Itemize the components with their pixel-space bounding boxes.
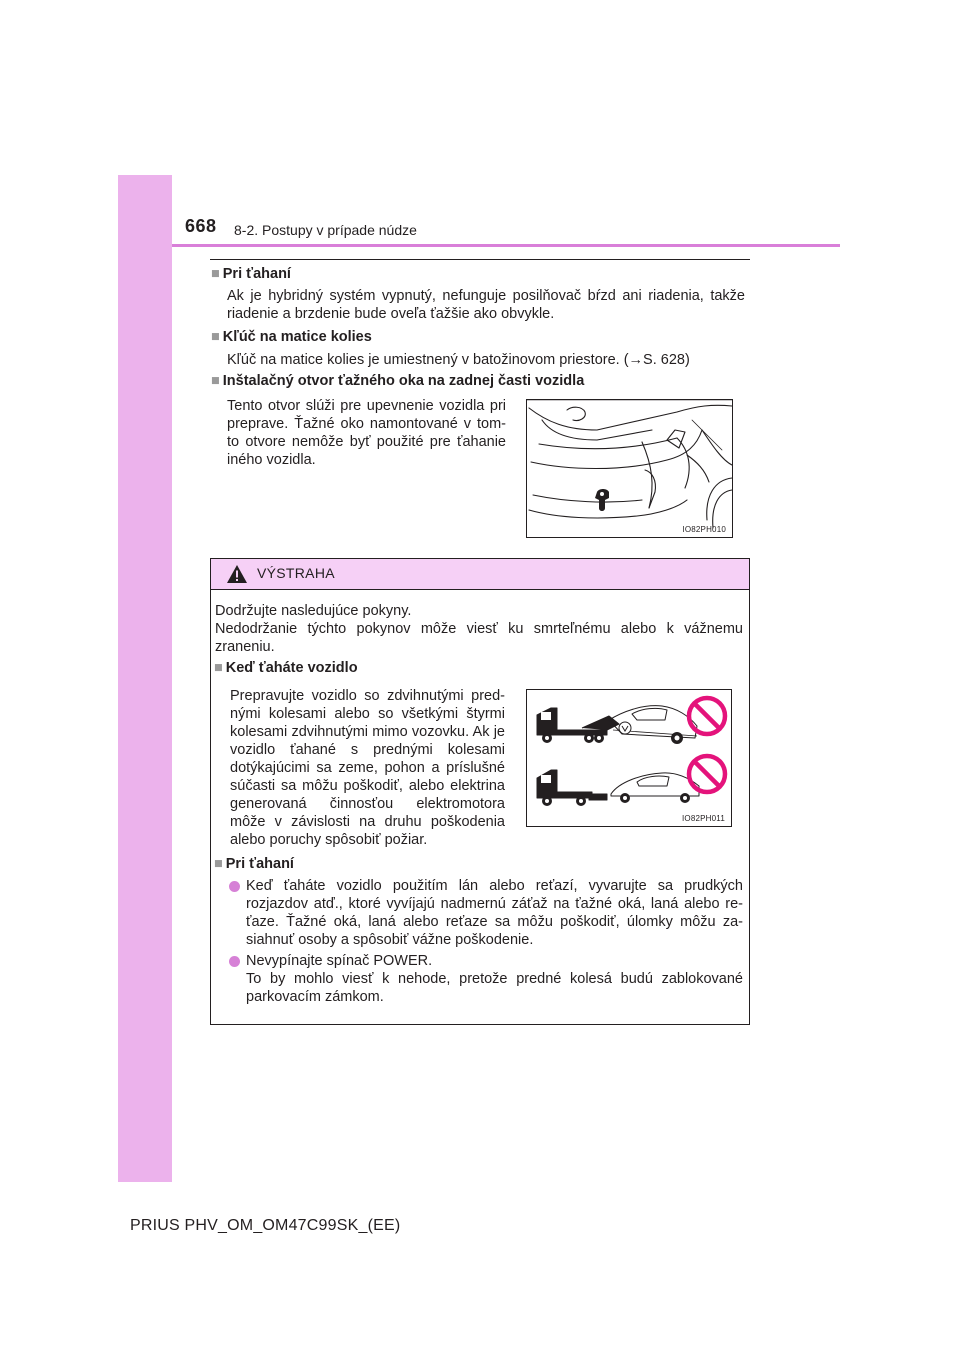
wrench-text: Kľúč na matice kolies je umiestnený v batožinovom priestore. (→S. 628) [227, 352, 690, 368]
square-bullet-icon: ■ [214, 856, 223, 872]
document-code: PRIUS PHV_OM_OM47C99SK_(EE) [130, 1217, 401, 1234]
towing-heading: ■ Pri ťahaní [211, 266, 291, 282]
square-bullet-icon: ■ [214, 660, 223, 676]
square-bullet-icon: ■ [211, 329, 220, 345]
header-rule [172, 244, 840, 247]
square-bullet-icon: ■ [211, 373, 220, 389]
warning-intro-line1: Dodržujte nasledujúce pokyny. [215, 603, 412, 619]
wrench-heading: ■ Kľúč na matice kolies [211, 329, 372, 345]
section-title: 8-2. Postupy v prípade núdze [234, 222, 417, 238]
warning-sub1-text: Prepravujte vozidlo so zdvihnutými pred-nými kolesami alebo so všetkými štyrmi kolesami zdvihnutými mimo vozovku. Ak je vozidlo ťahané s prednými kolesami dotýkajúcimi sa zeme, pohon a príslušné súčasti sa môžu poškodiť, alebo elektrina generovaná činnosťou elektromotora môže v závislosti na druhu poškodenia alebo poruchy spôsobiť požiar. [230, 688, 505, 848]
figure-code: IO82PH010 [682, 525, 726, 534]
rear-bumper-figure [526, 399, 733, 538]
warning-sub1-heading: ■ Keď ťaháte vozidlo [214, 660, 358, 676]
warning-triangle-icon [226, 564, 248, 584]
warning-title: VÝSTRAHA [257, 565, 335, 581]
page-number: 668 [185, 216, 217, 236]
side-tab-band [118, 175, 172, 1182]
figure-code: IO82PH011 [681, 814, 725, 823]
towing-text: Ak je hybridný systém vypnutý, nefunguje posilňovač bŕzd ani riadenia, takže riadenie a brzdenie bude oveľa ťažšie ako obvykle. [227, 288, 745, 322]
content-top-rule [210, 259, 750, 260]
towing-prohibited-figure [526, 689, 732, 827]
circle-bullet-icon [229, 881, 240, 892]
circle-bullet-icon [229, 956, 240, 967]
warning-sub2-heading: ■ Pri ťahaní [214, 856, 294, 872]
eyelet-text: Tento otvor slúži pre upevnenie vozidla pri preprave. Ťažné oko namontované v tom-to otvore nemôže byť použité pre ťahanie iného vozidla. [227, 398, 506, 468]
warning-header [211, 559, 749, 590]
towing-prohibited-illustration [527, 690, 731, 826]
warning-intro-line2: Nedodržanie týchto pokynov môže viesť ku smrteľnému alebo k vážnemu zraneniu. [215, 621, 743, 655]
square-bullet-icon: ■ [211, 266, 220, 282]
warning-sub2-bullet-1: Keď ťaháte vozidlo použitím lán alebo reťazí, vyvarujte sa prudkých rozjazdov atď., ktoré vyvíjajú nadmernú záťaž na ťažné oká, laná alebo re-ťaze. Ťažné oká, laná alebo reťaze sa môžu poškodiť, úlomky môžu za-siahnuť osoby a spôsobiť vážne poškodenie. [246, 878, 743, 948]
eyelet-heading: ■ Inštalačný otvor ťažného oka na zadnej časti vozidla [211, 373, 585, 389]
warning-sub2-bullet-2: Nevypínajte spínač POWER. To by mohlo viesť k nehode, pretože predné kolesá budú zablokované parkovacím zámkom. [246, 953, 743, 1005]
rear-bumper-illustration [527, 400, 732, 537]
warning-box [210, 558, 750, 1025]
